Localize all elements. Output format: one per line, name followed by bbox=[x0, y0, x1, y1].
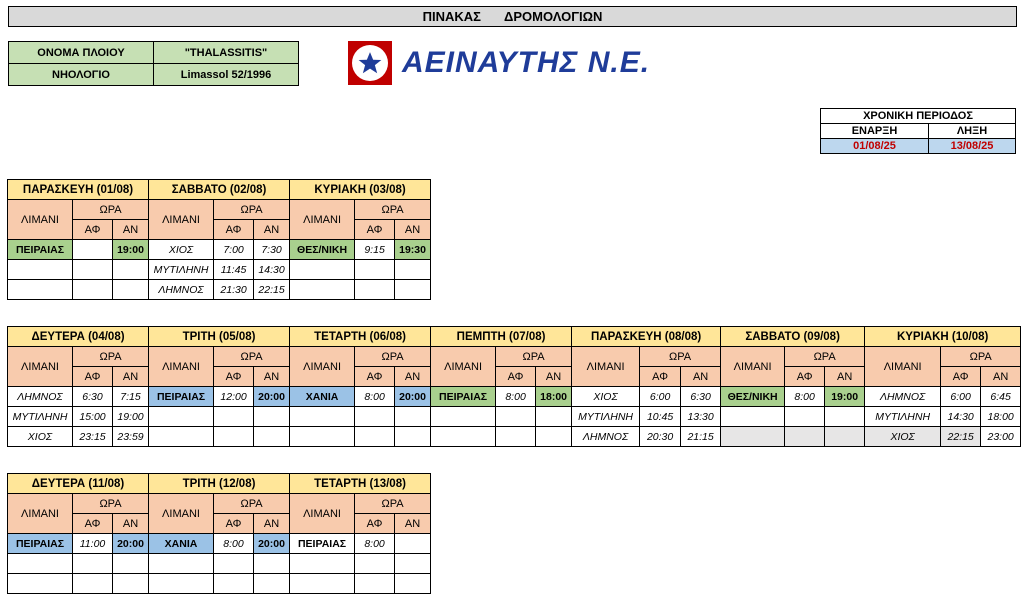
arrival-header: ΑΝ bbox=[254, 220, 290, 240]
table-row bbox=[8, 427, 1021, 447]
day-header: ΠΑΡΑΣΚΕΥΗ (08/08) bbox=[572, 327, 721, 347]
arrival-cell bbox=[113, 554, 149, 574]
departure-cell: 6:30 bbox=[73, 387, 113, 407]
arrival-cell bbox=[395, 280, 431, 300]
departure-cell bbox=[355, 574, 395, 594]
table-row bbox=[8, 387, 1021, 407]
port-cell bbox=[8, 280, 73, 300]
day-header: ΣΑΒΒΑΤΟ (09/08) bbox=[721, 327, 865, 347]
arrival-header: ΑΝ bbox=[395, 220, 431, 240]
arrival-header: ΑΝ bbox=[536, 367, 572, 387]
departure-cell: 8:00 bbox=[355, 387, 395, 407]
departure-cell bbox=[496, 427, 536, 447]
port-cell bbox=[721, 427, 785, 447]
star-emblem-icon bbox=[348, 41, 392, 85]
departure-header: ΑΦ bbox=[785, 367, 825, 387]
schedule-week-2 bbox=[7, 326, 1021, 447]
day-header: ΚΥΡΙΑΚΗ (10/08) bbox=[865, 327, 1021, 347]
arrival-cell bbox=[825, 427, 865, 447]
port-cell: ΜΥΤΙΛΗΝΗ bbox=[8, 407, 73, 427]
arrival-cell: 19:00 bbox=[113, 407, 149, 427]
arrival-header: ΑΝ bbox=[113, 514, 149, 534]
departure-cell: 11:00 bbox=[73, 534, 113, 554]
arrival-header: ΑΝ bbox=[254, 514, 290, 534]
time-column-header: ΩΡΑ bbox=[214, 494, 290, 514]
arrival-header: ΑΝ bbox=[254, 367, 290, 387]
departure-header: ΑΦ bbox=[214, 220, 254, 240]
arrival-cell: 20:00 bbox=[113, 534, 149, 554]
arrival-header: ΑΝ bbox=[113, 367, 149, 387]
day-header: ΠΕΜΠΤΗ (07/08) bbox=[431, 327, 572, 347]
port-cell: ΧΙΟΣ bbox=[149, 240, 214, 260]
arrival-header: ΑΝ bbox=[395, 367, 431, 387]
port-cell: ΜΥΤΙΛΗΝΗ bbox=[865, 407, 941, 427]
departure-cell: 11:45 bbox=[214, 260, 254, 280]
arrival-cell bbox=[395, 260, 431, 280]
departure-cell: 23:15 bbox=[73, 427, 113, 447]
table-row bbox=[8, 280, 431, 300]
port-column-header: ΛΙΜΑΝΙ bbox=[865, 347, 941, 387]
departure-cell: 15:00 bbox=[73, 407, 113, 427]
table-row bbox=[8, 260, 431, 280]
port-cell bbox=[8, 574, 73, 594]
arrival-cell bbox=[254, 427, 290, 447]
table-row bbox=[8, 554, 431, 574]
departure-cell: 7:00 bbox=[214, 240, 254, 260]
arrival-cell: 7:30 bbox=[254, 240, 290, 260]
period-start-date: 01/08/25 bbox=[821, 139, 929, 154]
arrival-cell: 20:00 bbox=[254, 534, 290, 554]
port-cell bbox=[8, 554, 73, 574]
port-cell bbox=[290, 260, 355, 280]
port-column-header: ΛΙΜΑΝΙ bbox=[431, 347, 496, 387]
port-cell: ΠΕΙΡΑΙΑΣ bbox=[8, 240, 73, 260]
departure-header: ΑΦ bbox=[73, 514, 113, 534]
arrival-cell: 20:00 bbox=[254, 387, 290, 407]
time-column-header: ΩΡΑ bbox=[355, 347, 431, 367]
departure-cell bbox=[355, 260, 395, 280]
arrival-cell bbox=[395, 554, 431, 574]
port-column-header: ΛΙΜΑΝΙ bbox=[290, 200, 355, 240]
company-logo bbox=[348, 40, 650, 86]
arrival-cell: 14:30 bbox=[254, 260, 290, 280]
period-end-date: 13/08/25 bbox=[929, 139, 1016, 154]
port-cell: ΛΗΜΝΟΣ bbox=[149, 280, 214, 300]
arrival-cell bbox=[825, 407, 865, 427]
departure-cell: 14:30 bbox=[941, 407, 981, 427]
arrival-header: ΑΝ bbox=[981, 367, 1021, 387]
departure-cell: 12:00 bbox=[214, 387, 254, 407]
port-cell: ΧΑΝΙΑ bbox=[149, 534, 214, 554]
departure-cell bbox=[496, 407, 536, 427]
port-column-header: ΛΙΜΑΝΙ bbox=[149, 200, 214, 240]
port-cell: ΘΕΣ/ΝΙΚΗ bbox=[290, 240, 355, 260]
port-cell bbox=[290, 280, 355, 300]
port-column-header: ΛΙΜΑΝΙ bbox=[290, 347, 355, 387]
arrival-cell bbox=[395, 534, 431, 554]
departure-cell bbox=[355, 407, 395, 427]
departure-cell bbox=[73, 574, 113, 594]
departure-cell bbox=[73, 280, 113, 300]
ship-info-table bbox=[8, 41, 299, 86]
departure-cell bbox=[785, 427, 825, 447]
departure-cell: 21:30 bbox=[214, 280, 254, 300]
port-column-header: ΛΙΜΑΝΙ bbox=[721, 347, 785, 387]
port-cell: ΠΕΙΡΑΙΑΣ bbox=[8, 534, 73, 554]
departure-cell: 20:30 bbox=[640, 427, 681, 447]
arrival-cell: 23:59 bbox=[113, 427, 149, 447]
arrival-cell: 13:30 bbox=[681, 407, 721, 427]
ship-name-value: "THALASSITIS" bbox=[154, 42, 299, 64]
time-column-header: ΩΡΑ bbox=[355, 200, 431, 220]
port-cell bbox=[149, 407, 214, 427]
company-name: ΑΕΙΝΑΥΤΗΣ Ν.Ε. bbox=[402, 46, 651, 79]
period-title: ΧΡΟΝΙΚΗ ΠΕΡΙΟΔΟΣ bbox=[821, 109, 1016, 124]
table-row bbox=[8, 534, 431, 554]
arrival-cell: 21:15 bbox=[681, 427, 721, 447]
arrival-cell bbox=[254, 407, 290, 427]
arrival-cell: 19:00 bbox=[825, 387, 865, 407]
ship-name-label: ΟΝΟΜΑ ΠΛΟΙΟΥ bbox=[9, 42, 154, 64]
port-cell bbox=[290, 554, 355, 574]
port-cell: ΧΙΟΣ bbox=[572, 387, 640, 407]
departure-header: ΑΦ bbox=[355, 367, 395, 387]
port-cell bbox=[290, 574, 355, 594]
port-column-header: ΛΙΜΑΝΙ bbox=[149, 347, 214, 387]
time-column-header: ΩΡΑ bbox=[214, 347, 290, 367]
departure-header: ΑΦ bbox=[73, 367, 113, 387]
arrival-header: ΑΝ bbox=[395, 514, 431, 534]
day-header: ΤΡΙΤΗ (12/08) bbox=[149, 474, 290, 494]
day-header: ΔΕΥΤΕΡΑ (04/08) bbox=[8, 327, 149, 347]
arrival-cell bbox=[536, 407, 572, 427]
departure-cell bbox=[214, 554, 254, 574]
departure-cell bbox=[355, 280, 395, 300]
departure-cell: 8:00 bbox=[785, 387, 825, 407]
arrival-header: ΑΝ bbox=[825, 367, 865, 387]
arrival-cell: 18:00 bbox=[536, 387, 572, 407]
departure-cell: 8:00 bbox=[355, 534, 395, 554]
departure-header: ΑΦ bbox=[355, 220, 395, 240]
departure-cell bbox=[73, 260, 113, 280]
day-header: ΤΕΤΑΡΤΗ (13/08) bbox=[290, 474, 431, 494]
time-column-header: ΩΡΑ bbox=[214, 200, 290, 220]
port-cell: ΛΗΜΝΟΣ bbox=[865, 387, 941, 407]
port-column-header: ΛΙΜΑΝΙ bbox=[290, 494, 355, 534]
table-row bbox=[8, 407, 1021, 427]
arrival-cell: 18:00 bbox=[981, 407, 1021, 427]
departure-cell: 6:00 bbox=[640, 387, 681, 407]
time-column-header: ΩΡΑ bbox=[640, 347, 721, 367]
port-cell: ΠΕΙΡΑΙΑΣ bbox=[431, 387, 496, 407]
port-cell bbox=[149, 427, 214, 447]
day-header: ΤΕΤΑΡΤΗ (06/08) bbox=[290, 327, 431, 347]
day-header: ΚΥΡΙΑΚΗ (03/08) bbox=[290, 180, 431, 200]
port-cell bbox=[290, 407, 355, 427]
departure-cell: 22:15 bbox=[941, 427, 981, 447]
time-column-header: ΩΡΑ bbox=[73, 200, 149, 220]
day-header: ΤΡΙΤΗ (05/08) bbox=[149, 327, 290, 347]
departure-cell: 6:00 bbox=[941, 387, 981, 407]
period-table bbox=[820, 108, 1016, 154]
departure-cell bbox=[73, 554, 113, 574]
departure-header: ΑΦ bbox=[640, 367, 681, 387]
arrival-cell: 19:00 bbox=[113, 240, 149, 260]
port-column-header: ΛΙΜΑΝΙ bbox=[8, 200, 73, 240]
port-cell: ΜΥΤΙΛΗΝΗ bbox=[572, 407, 640, 427]
port-column-header: ΛΙΜΑΝΙ bbox=[572, 347, 640, 387]
arrival-cell: 19:30 bbox=[395, 240, 431, 260]
day-header: ΠΑΡΑΣΚΕΥΗ (01/08) bbox=[8, 180, 149, 200]
departure-header: ΑΦ bbox=[355, 514, 395, 534]
day-header: ΣΑΒΒΑΤΟ (02/08) bbox=[149, 180, 290, 200]
arrival-cell: 23:00 bbox=[981, 427, 1021, 447]
arrival-cell bbox=[536, 427, 572, 447]
table-row bbox=[8, 574, 431, 594]
arrival-cell bbox=[395, 574, 431, 594]
period-end-label: ΛΗΞΗ bbox=[929, 124, 1016, 139]
registry-label: ΝΗΟΛΟΓΙΟ bbox=[9, 64, 154, 86]
arrival-cell: 6:30 bbox=[681, 387, 721, 407]
port-cell bbox=[431, 427, 496, 447]
port-column-header: ΛΙΜΑΝΙ bbox=[8, 347, 73, 387]
port-cell: ΜΥΤΙΛΗΝΗ bbox=[149, 260, 214, 280]
port-column-header: ΛΙΜΑΝΙ bbox=[8, 494, 73, 534]
schedule-week-3 bbox=[7, 473, 431, 594]
arrival-cell bbox=[395, 427, 431, 447]
departure-header: ΑΦ bbox=[214, 367, 254, 387]
port-cell bbox=[721, 407, 785, 427]
time-column-header: ΩΡΑ bbox=[496, 347, 572, 367]
departure-cell bbox=[73, 240, 113, 260]
schedule-title: ΠΙΝΑΚΑΣ ΔΡΟΜΟΛΟΓΙΩΝ bbox=[8, 6, 1017, 27]
arrival-cell: 7:15 bbox=[113, 387, 149, 407]
port-cell bbox=[8, 260, 73, 280]
port-cell: ΛΗΜΝΟΣ bbox=[8, 387, 73, 407]
arrival-header: ΑΝ bbox=[681, 367, 721, 387]
arrival-cell: 6:45 bbox=[981, 387, 1021, 407]
departure-cell bbox=[214, 427, 254, 447]
departure-cell bbox=[214, 407, 254, 427]
time-column-header: ΩΡΑ bbox=[355, 494, 431, 514]
arrival-cell: 20:00 bbox=[395, 387, 431, 407]
departure-cell bbox=[355, 554, 395, 574]
arrival-cell bbox=[113, 280, 149, 300]
port-cell: ΘΕΣ/ΝΙΚΗ bbox=[721, 387, 785, 407]
port-cell: ΠΕΙΡΑΙΑΣ bbox=[149, 387, 214, 407]
departure-cell bbox=[355, 427, 395, 447]
port-cell: ΧΙΟΣ bbox=[8, 427, 73, 447]
registry-value: Limassol 52/1996 bbox=[154, 64, 299, 86]
departure-header: ΑΦ bbox=[941, 367, 981, 387]
schedule-week-1 bbox=[7, 179, 431, 300]
departure-cell: 10:45 bbox=[640, 407, 681, 427]
table-row bbox=[8, 240, 431, 260]
time-column-header: ΩΡΑ bbox=[941, 347, 1021, 367]
departure-cell bbox=[785, 407, 825, 427]
departure-cell: 8:00 bbox=[496, 387, 536, 407]
port-cell: ΛΗΜΝΟΣ bbox=[572, 427, 640, 447]
port-cell: ΧΙΟΣ bbox=[865, 427, 941, 447]
departure-header: ΑΦ bbox=[214, 514, 254, 534]
arrival-cell bbox=[113, 574, 149, 594]
port-column-header: ΛΙΜΑΝΙ bbox=[149, 494, 214, 534]
departure-cell bbox=[214, 574, 254, 594]
departure-cell: 9:15 bbox=[355, 240, 395, 260]
port-cell bbox=[290, 427, 355, 447]
port-cell: ΧΑΝΙΑ bbox=[290, 387, 355, 407]
departure-header: ΑΦ bbox=[73, 220, 113, 240]
port-cell bbox=[431, 407, 496, 427]
period-start-label: ΕΝΑΡΞΗ bbox=[821, 124, 929, 139]
arrival-cell bbox=[395, 407, 431, 427]
departure-cell: 8:00 bbox=[214, 534, 254, 554]
arrival-cell: 22:15 bbox=[254, 280, 290, 300]
port-cell: ΠΕΙΡΑΙΑΣ bbox=[290, 534, 355, 554]
day-header: ΔΕΥΤΕΡΑ (11/08) bbox=[8, 474, 149, 494]
arrival-cell bbox=[254, 574, 290, 594]
time-column-header: ΩΡΑ bbox=[785, 347, 865, 367]
departure-header: ΑΦ bbox=[496, 367, 536, 387]
port-cell bbox=[149, 574, 214, 594]
time-column-header: ΩΡΑ bbox=[73, 494, 149, 514]
time-column-header: ΩΡΑ bbox=[73, 347, 149, 367]
port-cell bbox=[149, 554, 214, 574]
arrival-cell bbox=[254, 554, 290, 574]
arrival-header: ΑΝ bbox=[113, 220, 149, 240]
arrival-cell bbox=[113, 260, 149, 280]
